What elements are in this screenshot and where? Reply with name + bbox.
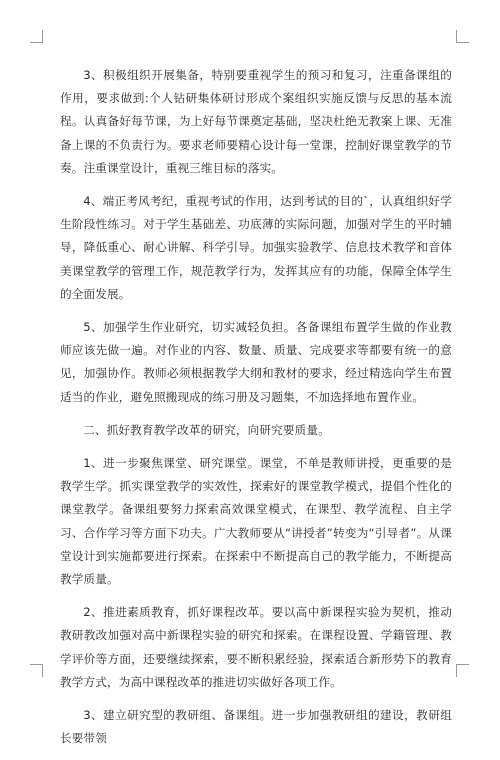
paragraph-item-4: 4、端正考风考纪，重视考试的作用，达到考试的目的`，认真组织好学生阶段性练习。对于学生基础差、功底薄的实际问题，加强对学生的平时辅导，降低重心、耐心讲解、科学引导。加强实验教学、信息技术教学和音体美课堂教学的管理工作，规范教学行为，发挥其应有的功能，保障全体学生的全面发展。	[60, 194, 452, 301]
crop-mark-bottom-right	[456, 664, 469, 677]
crop-mark-bottom-left	[30, 664, 43, 677]
paragraph-item-5: 5、加强学生作业研究，切实减轻负担。各备课组布置学生做的作业教师应该先做一遍。对作业的内容、数量、质量、完成要求等都要有统一的意见，加强协作。教师必须根据教学大纲和教材的要求，经过精选向学生布置适当的作业，避免照搬现成的练习册及习题集，不加选择地布置作业。	[60, 320, 452, 404]
paragraph-section2-item-2: 2、推进素质教育，抓好课程改革。要以高中新课程实验为契机，推动教研教改加强对高中新课程实验的研究和探索。在课程设置、学籍管理、教学评价等方面，还要继续探索，要不断积累经验，探索适合新形势下的教育教学方式，为高中课程改革的推进切实做好各项工作。	[60, 605, 452, 689]
paragraph-section2-item-1: 1、进一步聚焦课堂、研究课堂。课堂，不单是教师讲授，更重要的是教学生学。抓实课堂教学的实效性，探索好的课堂教学模式，提倡个性化的课堂教学。备课组要努力探索高效课堂模式，在课型、教学流程、自主学习、合作学习等方面下功夫。广大教师要从“讲授者”转变为“引导者”。从课堂设计到实施都要进行探索。在探索中不断提高自己的教学能力，不断提高教学质量。	[60, 456, 452, 587]
section-heading-2: 二、抓好教育教学改革的研究，向研究要质量。	[83, 422, 330, 437]
paragraph-item-3: 3、积极组织开展集备，特别要重视学生的预习和复习，注重备课组的作用，要求做到:个人钻研集体研讨形成个案组织实施反馈与反思的基本流程。认真备好每节课，为上好每节课奠定基础，坚决杜绝无教案上课、无准备上课的不负责行为。要求老师要精心设计每一堂课，控制好课堂教学的节奏。注重课堂设计，重视三维目标的落实。	[60, 68, 452, 175]
crop-mark-top-right	[456, 30, 469, 43]
paragraph-section2-item-3: 3、建立研究型的教研组、备课组。进一步加强教研组的建设，教研组长要带领	[60, 708, 452, 746]
crop-mark-top-left	[30, 30, 43, 43]
document-body	[60, 64, 452, 760]
